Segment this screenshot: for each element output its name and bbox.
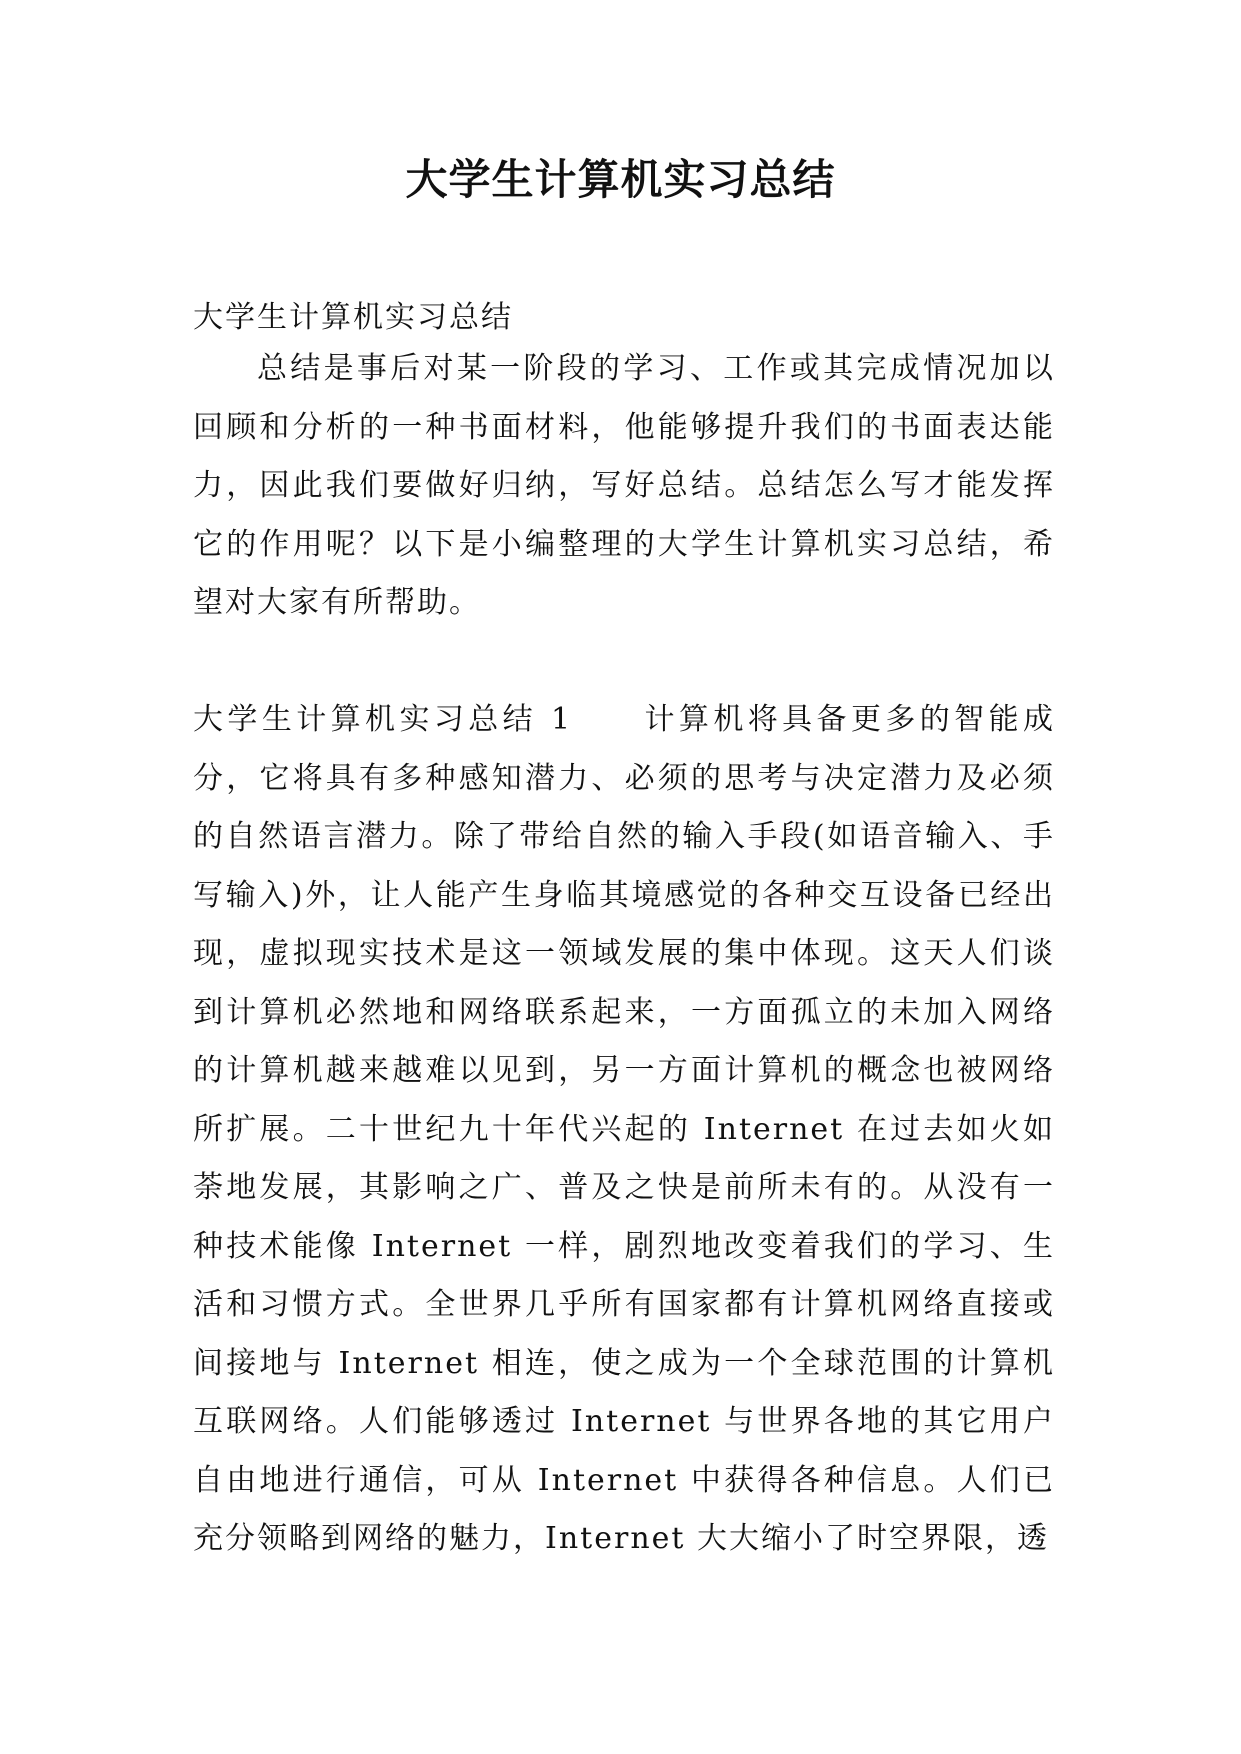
section-1-text: 计算机将具备更多的智能成分，它将具有多种感知潜力、必须的思考与决定潜力及必须的自然语言潜力。除了带给自然的输入手段(如语音输入、手写输入)外，让人能产生身临其境感觉的各种交互设备已经出现，虚拟现实技术是这一领域发展的集中体现。这天人们谈到计算机必然地和网络联系起来，一方面孤立的未加入网络的计算机越来越难以见到，另一方面计算机的概念也被网络所扩展。二十世纪九十年代兴起的 Internet 在过去如火如荼地发展，其影响之广、普及之快是前所未有的。从没有一种技术能像 Internet 一样，剧烈地改变着我们的学习、生活和习惯方式。全世界几乎所有国家都有计算机网络直接或间接地与 Internet 相连，使之成为一个全球范围的计算机互联网络。人们能够透过 Internet 与世界各地的其它用户自由地进行通信，可从 Internet 中获得各种信息。人们已充分领略到网络的魅力，Internet 大大缩小了时空界限，透: [193, 702, 1056, 1556]
intro-paragraph: 总结是事后对某一阶段的学习、工作或其完成情况加以回顾和分析的一种书面材料，他能够提升我们的书面表达能力，因此我们要做好归纳，写好总结。总结怎么写才能发挥它的作用呢？以下是小编整理的大学生计算机实习总结，希望对大家有所帮助。: [193, 351, 1055, 620]
document-title: 大学生计算机实习总结: [405, 155, 836, 204]
section-1-heading: 大学生计算机实习总结 1: [193, 702, 573, 737]
section-1-paragraph: [193, 691, 1055, 1569]
document-subtitle: 大学生计算机实习总结: [193, 300, 513, 335]
